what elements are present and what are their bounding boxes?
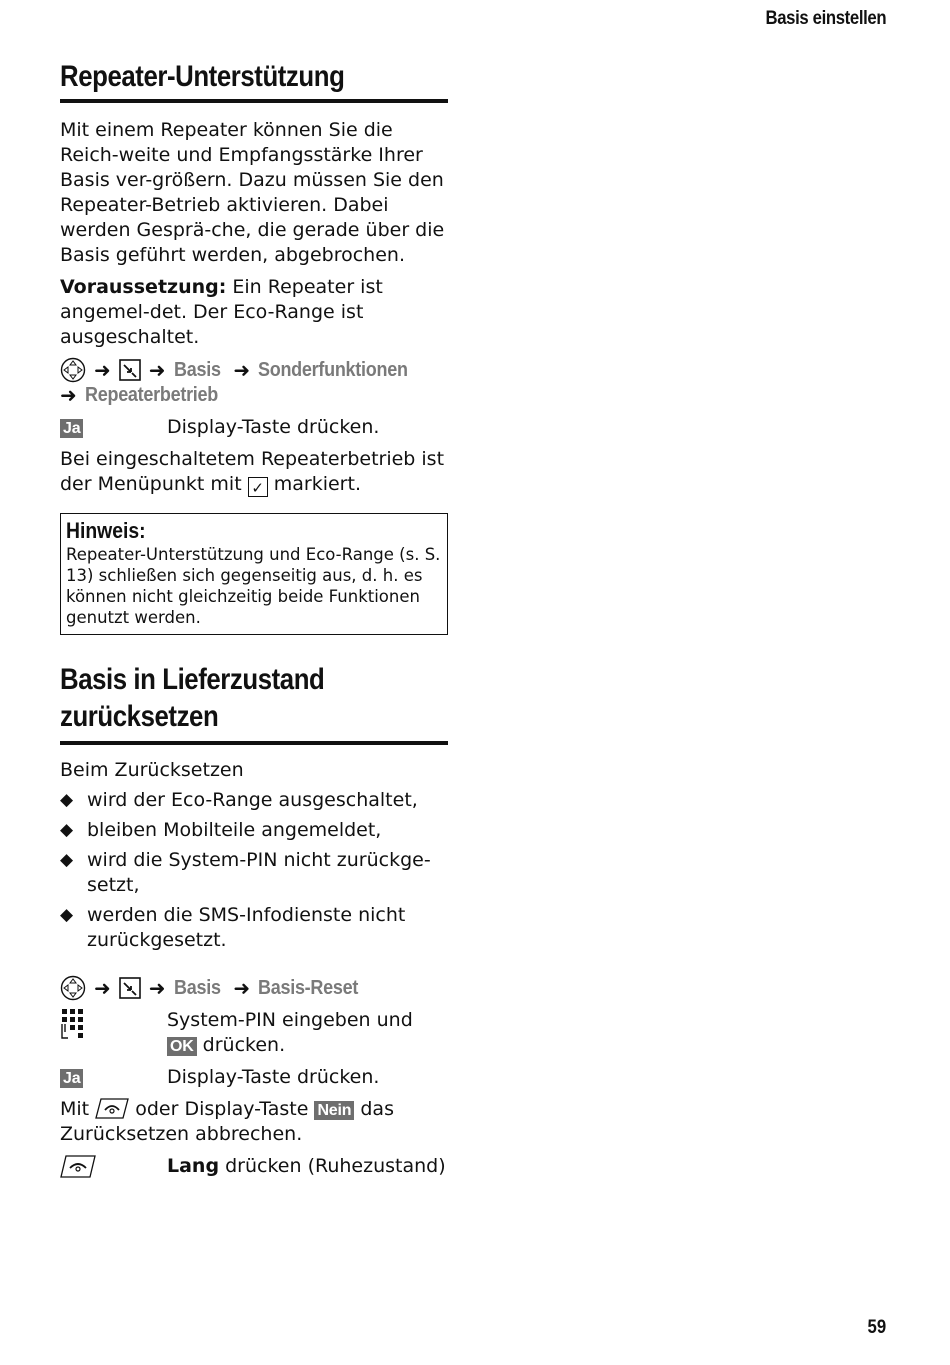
nav-arrow-icon: ➜ xyxy=(148,357,166,382)
nav-arrow-icon: ➜ xyxy=(233,357,251,382)
list-item-text: wird die System-PIN nicht zurückge-setzt, xyxy=(87,849,431,896)
menu-item-basis: Basis xyxy=(173,976,221,999)
prerequisite-paragraph xyxy=(60,275,448,350)
section-heading-reset-1: Basis in Lieferzustand xyxy=(60,663,325,696)
menu-item-basis-reset: Basis-Reset xyxy=(258,976,359,999)
running-header: Basis einstellen xyxy=(765,8,886,29)
nav-arrow-icon: ➜ xyxy=(148,975,166,1000)
prereq-label: Voraussetzung: xyxy=(60,276,227,298)
status-text: Bei eingeschaltetem Repeaterbetrieb ist der Menüpunkt mit xyxy=(60,448,445,495)
settings-icon xyxy=(119,359,141,381)
bullet-icon: ◆ xyxy=(60,850,74,870)
softkey-ja: Ja xyxy=(60,419,83,438)
section-heading-rule xyxy=(60,661,448,745)
softkey-ja: Ja xyxy=(60,1069,83,1088)
step-ja xyxy=(60,415,448,440)
cancel-text: das Zurücksetzen abbrechen. xyxy=(60,1098,394,1145)
control-key-icon xyxy=(60,975,86,1001)
menu-item-sonderfunktionen: Sonderfunktionen xyxy=(258,358,408,381)
cancel-paragraph xyxy=(60,1097,448,1147)
step-description xyxy=(167,1008,448,1058)
menu-path xyxy=(60,357,448,408)
content-column xyxy=(60,0,448,1179)
end-text: drücken (Ruhezustand) xyxy=(225,1155,446,1177)
step-description: Display-Taste drücken. xyxy=(167,1066,380,1088)
list-item xyxy=(60,848,448,898)
bullet-icon: ◆ xyxy=(60,790,74,810)
menu-item-repeaterbetrieb: Repeaterbetrieb xyxy=(84,384,218,406)
section-heading-repeater: Repeater-Unterstützung xyxy=(60,60,345,93)
softkey-nein: Nein xyxy=(314,1101,354,1120)
list-item-text: werden die SMS-Infodienste nicht zurückgesetzt. xyxy=(87,904,406,951)
menu-path xyxy=(60,975,448,1001)
section-heading-rule xyxy=(60,58,448,103)
step-description: Display-Taste drücken. xyxy=(167,416,380,438)
list-item-text: wird der Eco-Range ausgeschaltet, xyxy=(87,789,418,811)
settings-icon xyxy=(119,977,141,999)
reset-intro: Beim Zurücksetzen xyxy=(60,759,244,781)
page-number: 59 xyxy=(867,1317,886,1338)
status-paragraph xyxy=(60,447,448,497)
cancel-text: oder Display-Taste xyxy=(135,1098,309,1120)
status-text-end: markiert. xyxy=(273,473,361,495)
step-ja xyxy=(60,1065,448,1090)
bullet-icon: ◆ xyxy=(60,820,74,840)
list-item xyxy=(60,788,448,813)
intro-paragraph: Mit einem Repeater können Sie die Reich-weite und Empfangsstärke Ihrer Basis ver-größern. Dazu müssen Sie den Repeater-Betrieb aktivieren. Dabei werden Gesprä-che, die gerade über die Basis geführt werden, abgebrochen. xyxy=(60,119,445,266)
note-text: Repeater-Unterstützung und Eco-Range (s. S. 13) schließen sich gegenseitig aus, d. h. es können nicht gleichzeitig beide Funktionen genutzt werden. xyxy=(66,545,441,627)
checkmark-icon: ✓ xyxy=(248,477,268,497)
end-call-key-icon xyxy=(60,1154,167,1178)
step-pin xyxy=(60,1008,448,1058)
bullet-list xyxy=(60,788,448,953)
prereq-text: Ein Repeater ist angemel-det. Der Eco-Range ist ausgeschaltet. xyxy=(60,276,383,348)
list-item-text: bleiben Mobilteile angemeldet, xyxy=(87,819,382,841)
end-call-key-icon xyxy=(95,1097,129,1119)
control-key-icon xyxy=(60,357,86,383)
note-title: Hinweis: xyxy=(66,518,146,543)
end-bold-text: Lang xyxy=(167,1155,220,1177)
nav-arrow-icon: ➜ xyxy=(94,975,111,1000)
step-description xyxy=(167,1154,446,1179)
step-end xyxy=(60,1154,448,1179)
bullet-icon: ◆ xyxy=(60,905,74,925)
pin-text-end: drücken. xyxy=(202,1034,286,1056)
list-item xyxy=(60,903,448,953)
list-item xyxy=(60,818,448,843)
nav-arrow-icon: ➜ xyxy=(94,357,111,382)
nav-arrow-icon: ➜ xyxy=(233,975,251,1000)
softkey-ok: OK xyxy=(167,1037,197,1056)
keypad-icon xyxy=(60,1008,167,1040)
nav-arrow-icon: ➜ xyxy=(60,383,77,407)
cancel-text: Mit xyxy=(60,1098,90,1120)
menu-item-basis: Basis xyxy=(173,358,221,381)
note-box xyxy=(60,513,448,635)
pin-text: System-PIN eingeben und xyxy=(167,1009,413,1031)
section-heading-reset-2: zurücksetzen xyxy=(60,700,219,733)
